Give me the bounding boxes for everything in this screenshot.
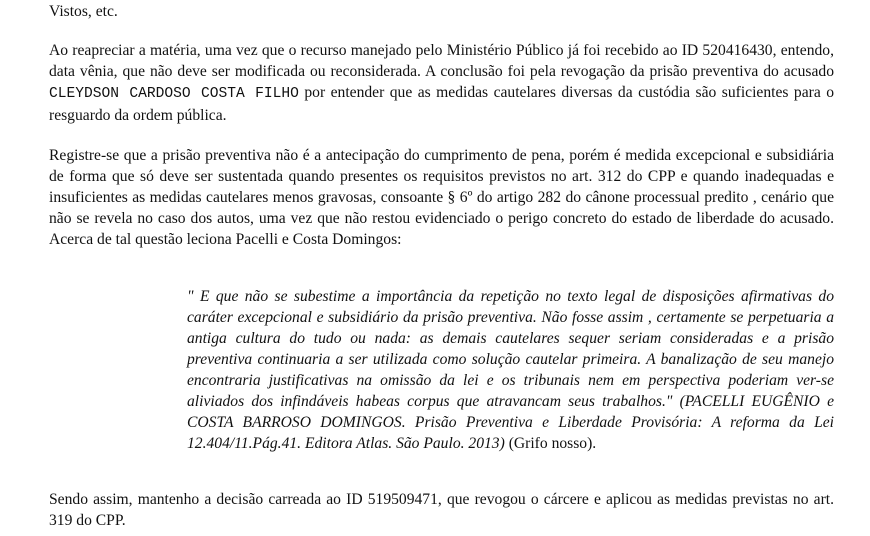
- paragraph-reconsideration: [49, 40, 834, 126]
- paragraph-reconsideration-part1: Ao reapreciar a matéria, uma vez que o recurso manejado pelo Ministério Público já foi recebido ao ID 520416430, entendo, data vênia, que não deve ser modificada ou reconsiderada. A conclusão foi pela revogação da prisão preventiva do acusado: [49, 42, 834, 80]
- paragraph-decision: Sendo assim, mantenho a decisão carreada ao ID 519509471, que revogou o cárcere e aplicou as medidas previstas no art. 319 do CPP.: [49, 491, 834, 529]
- paragraph-preventive-prison: Registre-se que a prisão preventiva não é a antecipação do cumprimento de pena, porém é medida excepcional e subsidiária de forma que só deve ser sustentada quando presentes os requisitos previstos no art. 312 do CPP e quando inadequadas e insuficientes as medidas cautelares menos gravosas, consoante § 6º do artigo 282 do cânone processual predito , cenário que não se revela no caso dos autos, uma vez que não restou evidenciado o perigo concreto do estado de liberdade do acusado. Acerca de tal questão leciona Pacelli e Costa Domingos:: [49, 147, 834, 248]
- paragraph-reconsideration-part2: por entender que as medidas cautelares diversas da custódia são suficientes para o resguardo da ordem pública.: [49, 84, 834, 124]
- greeting-text: Vistos, etc.: [49, 3, 118, 20]
- doctrine-quote-note: (Grifo nosso).: [504, 435, 597, 452]
- doctrine-quote: [187, 286, 834, 454]
- accused-name: CLEYDSON CARDOSO COSTA FILHO: [49, 86, 299, 102]
- doctrine-quote-text: " E que não se subestime a importância da repetição no texto legal de disposições afirmativas do caráter excepcional e subsidiário da prisão preventiva. Não fosse assim , certamente se perpetuaria a antiga cultura do tudo ou nada: as demais cautelares sequer seriam consideradas e a prisão preventiva continuaria a ser utilizada como solução cautelar primeira. A banalização de seu manejo encontraria justificativas na omissão da lei e os tribunais nem em perspectiva poderiam ver-se aliviados dos infindáveis habeas corpus que atravancam seus trabalhos." (PACELLI EUGÊNIO e COSTA BARROSO DOMINGOS. Prisão Preventiva e Liberdade Provisória: A reforma da Lei 12.404/11.Pág.41. Editora Atlas. São Paulo. 2013): [187, 288, 834, 452]
